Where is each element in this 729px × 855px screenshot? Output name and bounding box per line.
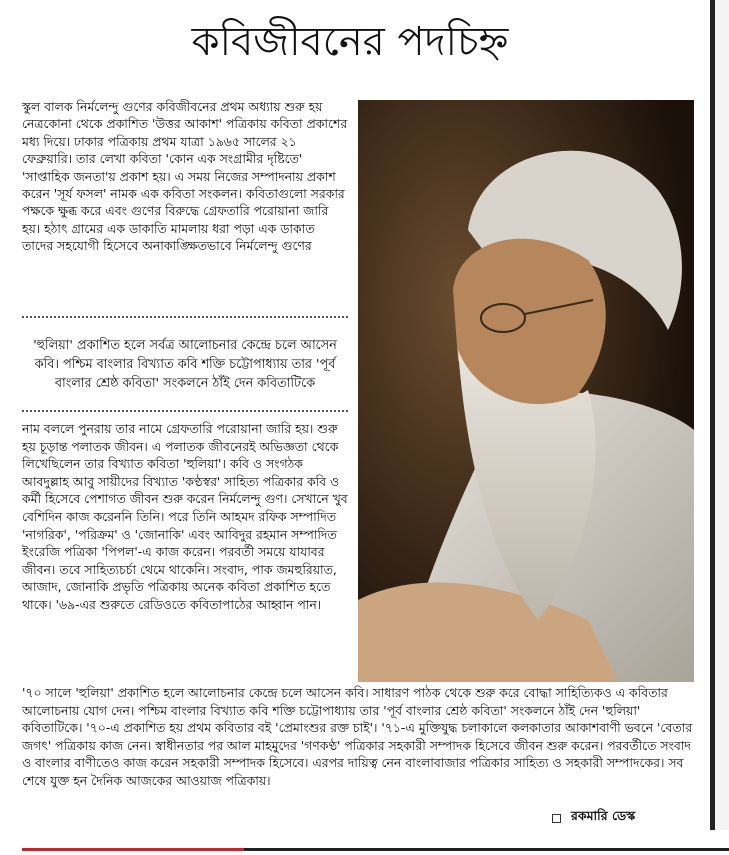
right-column-rule <box>710 0 715 830</box>
adjacent-page-strip <box>715 0 729 830</box>
pull-quote <box>22 316 348 412</box>
byline <box>552 808 635 828</box>
article-headline: কবিজীবনের পদচিহ্ন <box>191 19 509 65</box>
continuation-column <box>22 420 350 614</box>
square-bullet-icon <box>552 814 561 823</box>
portrait-illustration <box>358 100 694 682</box>
pull-quote-text: 'হুলিয়া' প্রকাশিত হলে সর্বত্র আলোচনার কেন্দ্রে চলে আসেন কবি। পশ্চিম বাংলার বিখ্যাত কবি শক্তি চট্টোপাধ্যায় তার 'পূর্ব বাংলার শ্রেষ্ঠ কবিতা' সংকলনে ঠাঁই দেন কবিতাটিকে <box>33 337 337 391</box>
bottom-paragraph: '৭০ সালে 'হুলিয়া' প্রকাশিত হলে আলোচনার কেন্দ্রে চলে আসেন কবি। সাধারণ পাঠক থেকে শুরু করে বোদ্ধা সাহিত্যিকও এ কবিতার আলোচনায় যোগ দেন। পশ্চিম বাংলার বিখ্যাত কবি শক্তি চট্টোপাধ্যায় তার 'পূর্ব বাংলার শ্রেষ্ঠ কবিতা' সংকলনে ঠাঁই দেন 'হুলিয়া' কবিতাটিকে। '৭০-এ প্রকাশিত হয় প্রথম কবিতার বই 'প্রেমাংশুর রক্ত চাই'। '৭১-এ মুক্তিযুদ্ধ চলাকালে কলকাতার আকাশবাণী ভবনে 'বেতার জগৎ' পত্রিকায় কাজ নেন। স্বাধীনতার পর আল মাহমুদের 'গণকণ্ঠ' পত্রিকার সহকারী সম্পাদক হিসেবে জীবন শুরু করেন। পরবর্তীতে সংবাদ ও বাংলার বাণীতেও কাজ করেন সহকারী সম্পাদক হিসেবে। এরপর দায়িত্ব নেন বাংলাবাজার পত্রিকার সাহিত্য ও সহকারী সম্পাদকের। সব শেষে যুক্ত হন দৈনিক আজকের আওয়াজ পত্রিকায়। <box>22 685 693 788</box>
intro-paragraph: স্কুল বালক নির্মলেন্দু গুণের কবিজীবনের প্রথম অধ্যায় শুরু হয় নেত্রকোনা থেকে প্রকাশিত 'উত্তর আকাশ' পত্রিকায় কবিতা প্রকাশের মধ্য দিয়ে। ঢাকার পত্রিকায় প্রথম যাত্রা ১৯৬৫ সালের ২১ ফেব্রুয়ারি। তার লেখা কবিতা 'কোন এক সংগ্রামীর দৃষ্টিতে' 'সাপ্তাহিক জনতা'য় প্রকাশ হয়। এ সময় নিজের সম্পাদনায় প্রকাশ করেন 'সূর্য ফসল' নামক এক কবিতা সংকলন। কবিতাগুলো সরকার পক্ষকে ক্ষুব্ধ করে এবং গুণের বিরুদ্ধে গ্রেফতারি পরোয়ানা জারি হয়। হঠাৎ গ্রামের এক ডাকাতি মামলায় ধরা পড়া এক ডাকাত তাদের সহযোগী হিসেবে অনাকাঙ্ক্ষিতভাবে নির্মলেন্দু গুণের <box>22 99 348 254</box>
bottom-paragraph-block <box>22 684 702 790</box>
continuation-paragraph: নাম বললে পুনরায় তার নামে গ্রেফতারি পরোয়ানা জারি হয়। শুরু হয় চূড়ান্ত পলাতক জীবন। এ পলাতক জীবনেরই অভিজ্ঞতা থেকে লিখেছিলেন তার বিখ্যাত কবিতা 'হুলিয়া'। কবি ও সংগঠক আবদুল্লাহ আবু সায়ীদের বিখ্যাত 'কণ্ঠস্বর' সাহিত্য পত্রিকার কবি ও কর্মী হিসেবে পেশাগত জীবন শুরু করেন নির্মলেন্দু গুণ। সেখানে খুব বেশিদিন কাজ করেননি তিনি। পরে তিনি আহমদ রফিক সম্পাদিত 'নাগরিক', 'পরিক্রম' ও 'জোনাকি' এবং আবিদুর রহমান সম্পাদিত ইংরেজি পত্রিকা 'পিপল'-এ কাজ করেন। পরবর্তী সময়ে যাযাবর জীবন। তবে সাহিত্যচর্চা থেমে থাকেনি। সংবাদ, পাক জমহুরিয়াত, আজাদ, জোনাকি প্রভৃতি পত্রিকায় অনেক কবিতা প্রকাশিত হতে থাকে। '৬৯-এর শুরুতে রেডিওতে কবিতাপাঠের আহ্বান পান। <box>22 421 348 612</box>
intro-column <box>22 98 348 255</box>
bottom-accent-rule <box>22 848 244 851</box>
byline-author: রকমারি ডেস্ক <box>571 808 636 823</box>
poet-portrait-photo <box>358 100 694 682</box>
